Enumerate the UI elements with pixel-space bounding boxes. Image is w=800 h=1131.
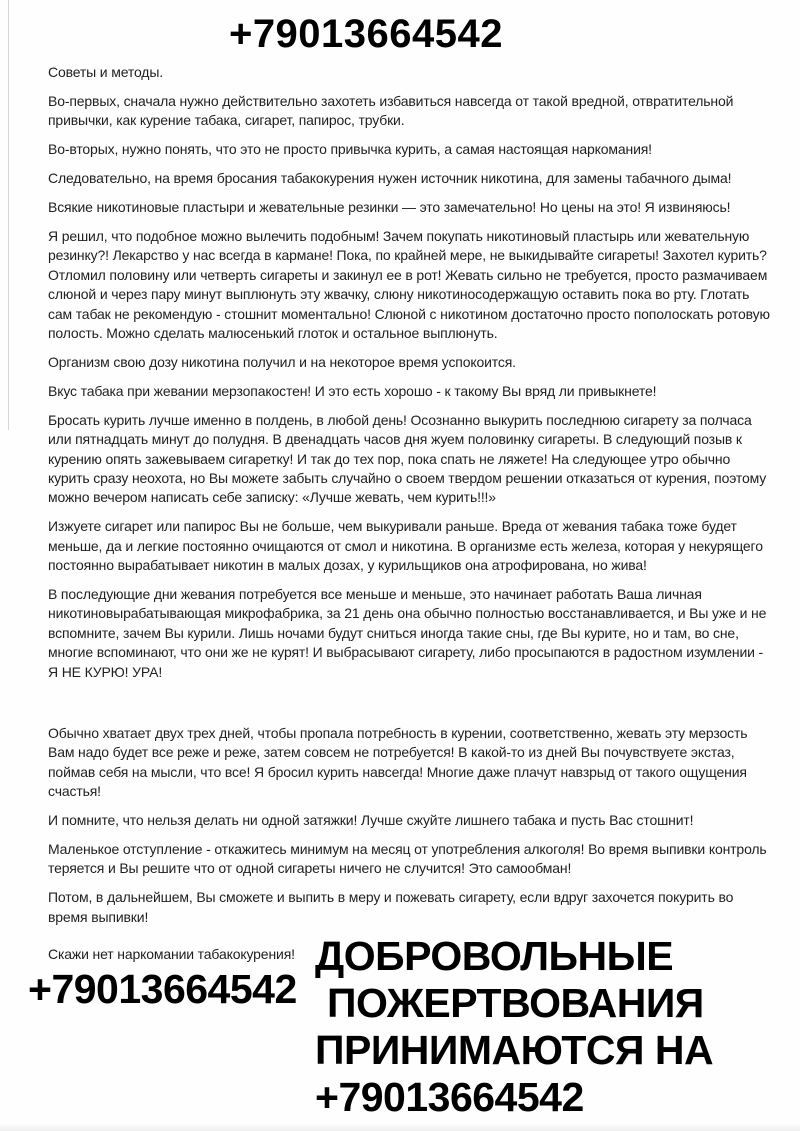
donation-line-3: ПРИНИМАЮТСЯ НА (315, 1026, 714, 1073)
paragraph: Следовательно, на время бросания табакокурения нужен источник никотина, для замены табачного дыма! (48, 170, 732, 187)
paragraph: Вкус табака при жевании мерзопакостен! И это есть хорошо - к такому Вы вряд ли привыкнете! (48, 382, 657, 399)
footer-slogan: Скажи нет наркомании табакокурения! (48, 945, 295, 962)
donation-line-2: ПОЖЕРТВОВАНИЯ (327, 979, 704, 1026)
footer-phone-number: +79013664542 (28, 965, 297, 1012)
paragraph: Во-вторых, нужно понять, что это не просто привычка курить, а самая настоящая наркомания! (48, 141, 652, 158)
paragraph: Обычно хватает двух трех дней, чтобы пропала потребность в курении, соответственно, жевать эту мерзость Вам надо будет все реже и реже, затем совсем не потребуется! В какой-то из дней Вы почувствуете экстаз, поймав себя на мысли, что все! Я бросил курить навсегда! Многие даже плачут навзрыд от такого ощущения счастья! (48, 724, 748, 800)
paragraph: Во-первых, сначала нужно действительно захотеть избавиться навсегда от такой вредной, отвратительной привычки, как курение табака, сигарет, папирос, трубки. (48, 92, 734, 129)
footer-left-column (28, 937, 315, 1012)
donation-line-1: ДОБРОВОЛЬНЫЕ (315, 932, 674, 979)
scan-artifact-bottom (0, 1124, 800, 1131)
paragraph: И помните, что нельзя делать ни одной затяжки! Лучше сжуйте лишнего табака и пусть Вас стошнит! (48, 812, 694, 829)
paragraph: Организм свою дозу никотина получил и на некоторое время успокоится. (48, 353, 516, 370)
paragraph-intro: Советы и методы. (48, 64, 163, 80)
paragraph: Я решил, что подобное можно вылечить подобным! Зачем покупать никотиновый пластырь или жевательную резинку?! Лекарство у нас всегда в кармане! Пока, по крайней мере, не выкидывайте сигареты! Захотел курить? Отломил половину или четверть сигареты и закинул ее в рот! Жевать сильно не требуется, просто размачиваем слюной и через пару минут выплюнуть эту жвачку, слюну никотиносодержащую оставить пока во рту. Глотать сам табак не рекомендую - стошнит моментально! Слюной с никотином достаточно просто пополоскать ротовую полость. Можно сделать малюсенький глоток и остальное выплюнуть. (48, 227, 770, 341)
paragraph: Изжуете сигарет или папирос Вы не больше, чем выкуривали раньше. Вреда от жевания табака тоже будет меньше, да и легкие постоянно очищаются от смол и никотина. В организме есть железа, которая у некурящего постоянно вырабатывает никотин в малых дозах, у курильщиков она атрофирована, но жива! (48, 518, 763, 574)
donation-banner (315, 933, 713, 1121)
paragraph: Потом, в дальнейшем, Вы сможете и выпить в меру и пожевать сигарету, если вдруг захочется покурить во время выпивки! (48, 889, 734, 925)
paragraph: Всякие никотиновые пластыри и жевательные резинки — это замечательно! Но цены на это! Я извиняюсь! (48, 199, 731, 216)
paragraph: В последующие дни жевания потребуется все меньше и меньше, это начинает работать Ваша личная никотиновырабатывающая микрофабрика, за 21 день она обычно полностью восстанавливается, и Вы уже и не вспомните, зачем Вы курили. Лишь ночами будут сниться иногда такие сны, где Вы курите, но и там, во сне, многие вспоминают, что они же не курят! И выбрасывают сигарету, либо просыпаются в радостном изумлении - Я НЕ КУРЮ! УРА! (48, 585, 767, 680)
footer-section (0, 932, 800, 1121)
donation-phone-number: +79013664542 (315, 1073, 584, 1120)
header-phone-number: +79013664542 (228, 12, 504, 56)
paragraph: Маленькое отступление - откажитесь минимум на месяц от употребления алкоголя! Во время выпивки контроль теряется и Вы решите что от одной сигареты ничего не случится! Это самообман! (48, 841, 767, 877)
paragraph: Бросать курить лучше именно в полдень, в любой день! Осознанно выкурить последнюю сигарету за полчаса или пятнадцать минут до полудня. В двенадцать часов дня жуем половинку сигареты. В следующий позыв к курению опять зажевываем сигаретку! И так до тех пор, пока спать не ляжете! На следующее утро обычно курить сразу неохота, но Вы можете забыть случайно о своем твердом решении отказаться от курения, поэтому можно вечером написать себе записку: «Лучше жевать, чем курить!!!» (48, 411, 767, 506)
